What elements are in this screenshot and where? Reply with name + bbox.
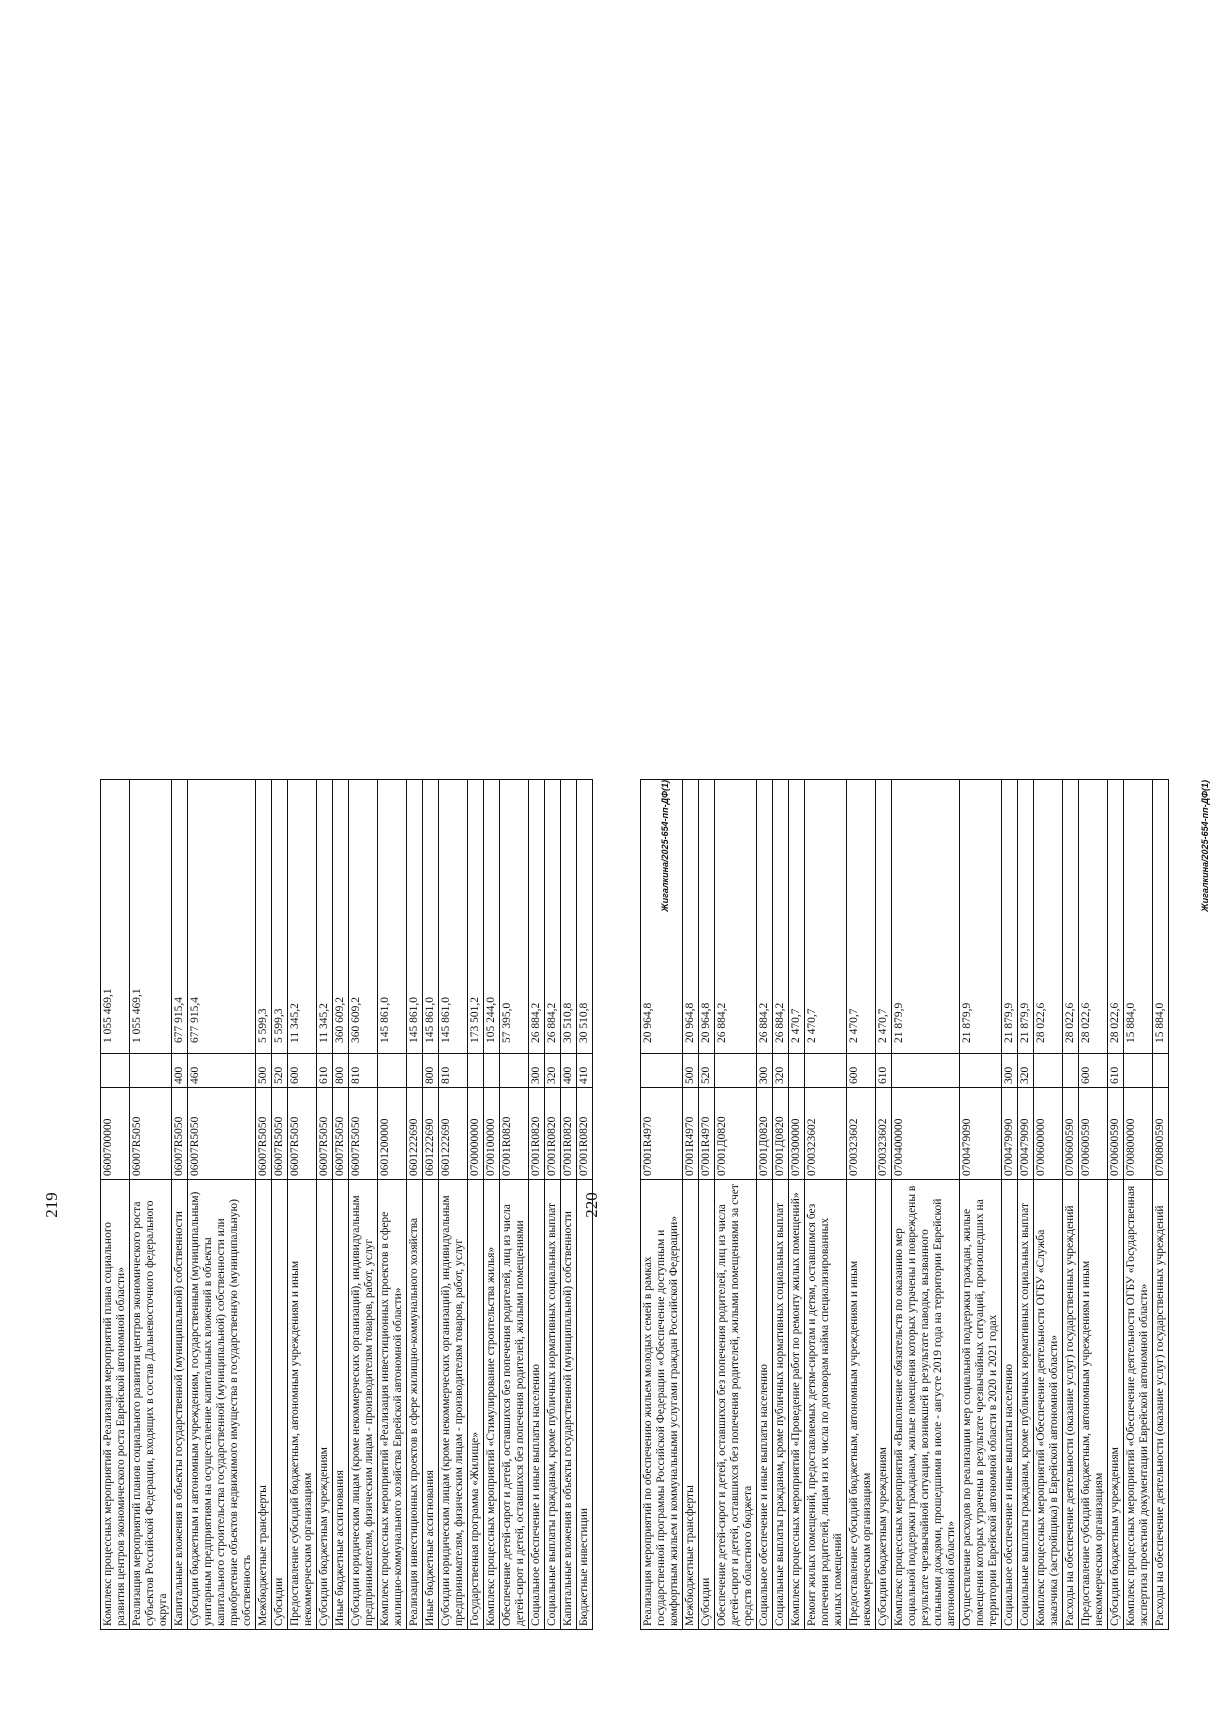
row-amount: 30 510,8 (577, 780, 593, 1054)
row-amount: 2 470,7 (876, 780, 892, 1054)
row-amount: 360 609,2 (333, 780, 349, 1054)
row-code: 07001R0820 (529, 1088, 545, 1180)
row-name: Расходы на обеспечение деятельности (оказание услуг) государственных учреждений (1063, 1180, 1079, 1630)
row-name: Комплекс процессных мероприятий «Реализация инвестиционных проектов в сфере жилищно-коммунального хозяйства Еврейской автономной области» (378, 1180, 407, 1630)
row-expense-type: 320 (545, 1054, 561, 1088)
table-row (789, 780, 805, 1630)
row-code: 0601222690 (423, 1088, 439, 1180)
row-code: 0700479090 (1002, 1088, 1018, 1180)
row-amount: 11 345,2 (288, 780, 317, 1054)
row-expense-type (130, 1054, 172, 1088)
row-code: 07001R4970 (699, 1088, 715, 1180)
row-expense-type (1153, 1054, 1169, 1088)
row-code: 07001Д0820 (773, 1088, 789, 1180)
row-code: 07001R0820 (577, 1088, 593, 1180)
budget-table (100, 779, 593, 1630)
row-expense-type: 300 (757, 1054, 773, 1088)
row-amount: 57 395,0 (500, 780, 529, 1054)
row-name: Субсидии юридическим лицам (кроме некоммерческих организаций), индивидуальным предпринимателям, физическим лицам - производителям товаров, работ, услуг (349, 1180, 378, 1630)
row-amount: 2 470,7 (847, 780, 876, 1054)
table-row (699, 780, 715, 1630)
table-row (960, 780, 1002, 1630)
row-name: Комплекс процессных мероприятий «Реализация мероприятий плана социального развития центров экономического роста Еврейской автономной области» (101, 1180, 130, 1630)
row-expense-type (1063, 1054, 1079, 1088)
row-name: Государственная программа «Жилище» (468, 1180, 484, 1630)
row-code: 07001R4970 (683, 1088, 699, 1180)
row-code: 0700300000 (789, 1088, 805, 1180)
table-row (317, 780, 333, 1630)
row-amount: 5 599,3 (256, 780, 272, 1054)
row-expense-type (805, 1054, 847, 1088)
table-row (1124, 780, 1153, 1630)
table-row (805, 780, 847, 1630)
table-row (1153, 780, 1169, 1630)
row-amount: 21 879,9 (892, 780, 960, 1054)
row-name: Предоставление субсидий бюджетным, автономным учреждениям и иным некоммерческим организациям (288, 1180, 317, 1630)
row-name: Реализация инвестиционных проектов в сфере жилищно-коммунального хозяйства (407, 1180, 423, 1630)
row-expense-type: 500 (256, 1054, 272, 1088)
row-code: 07001R0820 (545, 1088, 561, 1180)
row-amount: 20 964,8 (683, 780, 699, 1054)
table-row (378, 780, 407, 1630)
row-name: Обеспечение детей-сирот и детей, оставшихся без попечения родителей, лиц из числа детей-сирот и детей, оставшихся без попечения родителей, жилыми помещениями (500, 1180, 529, 1630)
row-expense-type: 610 (876, 1054, 892, 1088)
row-expense-type: 800 (333, 1054, 349, 1088)
row-code: 0700323602 (876, 1088, 892, 1180)
row-code: 06007R5050 (333, 1088, 349, 1180)
row-name: Субсидии юридическим лицам (кроме некоммерческих организаций), индивидуальным предпринимателям, физическим лицам - производителям товаров, работ, услуг (439, 1180, 468, 1630)
page-number: 220 (582, 1192, 601, 1218)
row-name: Предоставление субсидий бюджетным, автономным учреждениям и иным некоммерческим организациям (1079, 1180, 1108, 1630)
row-amount: 15 884,0 (1153, 780, 1169, 1054)
table-row (288, 780, 317, 1630)
row-code: 06007R5050 (288, 1088, 317, 1180)
row-name: Социальные выплаты гражданам, кроме публичных нормативных социальных выплат (545, 1180, 561, 1630)
table-row (101, 780, 130, 1630)
row-expense-type (960, 1054, 1002, 1088)
table-row (349, 780, 378, 1630)
row-name: Социальное обеспечение и иные выплаты населению (1002, 1180, 1018, 1630)
row-name: Комплекс процессных мероприятий «Обеспечение деятельности ОГБУ «Служба заказчика (застройщика) в Еврейской автономной области» (1034, 1180, 1063, 1630)
row-name: Комплекс процессных мероприятий «Проведение работ по ремонту жилых помещений» (789, 1180, 805, 1630)
table-row (484, 780, 500, 1630)
row-code: 06007R5050 (256, 1088, 272, 1180)
row-amount: 11 345,2 (317, 780, 333, 1054)
row-amount: 360 609,2 (349, 780, 378, 1054)
row-code: 0700600590 (1063, 1088, 1079, 1180)
table-row (561, 780, 577, 1630)
row-name: Комплекс процессных мероприятий «Выполнение обязательств по оказанию мер социальной поддержки гражданам, жилые помещения которых утрачены и повреждены в результате чрезвычайной ситуации, возникшей в результате паводка, вызванного сильными дождями, прошедшими в июле - августе 2019 года на территории Еврейской автономной области» (892, 1180, 960, 1630)
table-row (439, 780, 468, 1630)
table-row (272, 780, 288, 1630)
row-expense-type: 610 (1108, 1054, 1124, 1088)
row-code: 0700323602 (805, 1088, 847, 1180)
row-expense-type (892, 1054, 960, 1088)
row-code: 0601200000 (378, 1088, 407, 1180)
row-amount: 145 861,0 (423, 780, 439, 1054)
row-expense-type: 320 (773, 1054, 789, 1088)
row-expense-type: 520 (699, 1054, 715, 1088)
row-name: Капитальные вложения в объекты государственной (муниципальной) собственности (561, 1180, 577, 1630)
table-row (683, 780, 699, 1630)
row-expense-type: 520 (272, 1054, 288, 1088)
row-expense-type: 600 (1079, 1054, 1108, 1088)
row-expense-type: 410 (577, 1054, 593, 1088)
row-amount: 26 884,2 (545, 780, 561, 1054)
row-name: Комплекс процессных мероприятий «Стимулирование строительства жилья» (484, 1180, 500, 1630)
row-code: 06007R5050 (349, 1088, 378, 1180)
row-expense-type: 300 (1002, 1054, 1018, 1088)
table-row (1034, 780, 1063, 1630)
row-expense-type: 600 (288, 1054, 317, 1088)
row-code: 0700400000 (892, 1088, 960, 1180)
row-name: Социальные выплаты гражданам, кроме публичных нормативных социальных выплат (1018, 1180, 1034, 1630)
row-code: 06007R5050 (317, 1088, 333, 1180)
table-row (500, 780, 529, 1630)
row-amount: 26 884,2 (773, 780, 789, 1054)
row-amount: 15 884,0 (1124, 780, 1153, 1054)
row-amount: 26 884,2 (529, 780, 545, 1054)
row-expense-type: 400 (561, 1054, 577, 1088)
row-code: 0700600590 (1108, 1088, 1124, 1180)
row-name: Иные бюджетные ассигнования (423, 1180, 439, 1630)
row-code: 0700100000 (484, 1088, 500, 1180)
row-amount: 26 884,2 (715, 780, 757, 1054)
row-name: Субсидии бюджетным учреждениям (876, 1180, 892, 1630)
table-row (773, 780, 789, 1630)
table-row (130, 780, 172, 1630)
table-row (256, 780, 272, 1630)
row-name: Субсидии (699, 1180, 715, 1630)
table-row (188, 780, 256, 1630)
row-code: 0601222690 (407, 1088, 423, 1180)
row-expense-type: 320 (1018, 1054, 1034, 1088)
row-code: 07001Д0820 (715, 1088, 757, 1180)
table-row (423, 780, 439, 1630)
table-row (1063, 780, 1079, 1630)
row-expense-type (378, 1054, 407, 1088)
row-code: 0700323602 (847, 1088, 876, 1180)
row-name: Осуществление расходов по реализации мер социальной поддержки граждан, жилые помещения которых утрачены в результате чрезвычайных ситуаций, произошедших на территории Еврейской автономной области в 2020 и 2021 годах (960, 1180, 1002, 1630)
row-expense-type: 500 (683, 1054, 699, 1088)
row-expense-type (715, 1054, 757, 1088)
row-amount: 105 244,0 (484, 780, 500, 1054)
row-code: 06007R5050 (188, 1088, 256, 1180)
row-name: Социальное обеспечение и иные выплаты населению (529, 1180, 545, 1630)
row-name: Иные бюджетные ассигнования (333, 1180, 349, 1630)
row-amount: 145 861,0 (378, 780, 407, 1054)
row-code: 0700800590 (1153, 1088, 1169, 1180)
row-amount: 5 599,3 (272, 780, 288, 1054)
footer-reference: Жигалкина/2025-654-пп-ДФ(1) (1200, 780, 1210, 912)
page-number: 219 (42, 1192, 61, 1218)
row-expense-type (1124, 1054, 1153, 1088)
row-name: Социальное обеспечение и иные выплаты населению (757, 1180, 773, 1630)
row-expense-type: 600 (847, 1054, 876, 1088)
row-code: 0700600590 (1079, 1088, 1108, 1180)
row-amount: 20 964,8 (699, 780, 715, 1054)
table-row (892, 780, 960, 1630)
row-amount: 21 879,9 (960, 780, 1002, 1054)
row-code: 0700800000 (1124, 1088, 1153, 1180)
table-row (468, 780, 484, 1630)
row-expense-type: 400 (172, 1054, 188, 1088)
row-amount: 28 022,6 (1079, 780, 1108, 1054)
row-amount: 145 861,0 (407, 780, 423, 1054)
row-expense-type (101, 1054, 130, 1088)
row-amount: 677 915,4 (172, 780, 188, 1054)
row-code: 06007R5050 (172, 1088, 188, 1180)
row-expense-type (407, 1054, 423, 1088)
row-code: 07001R4970 (641, 1088, 683, 1180)
row-name: Межбюджетные трансферты (256, 1180, 272, 1630)
row-expense-type (484, 1054, 500, 1088)
table-row (847, 780, 876, 1630)
row-amount: 21 879,9 (1018, 780, 1034, 1054)
row-amount: 1 055 469,1 (101, 780, 130, 1054)
table-row (641, 780, 683, 1630)
row-name: Реализация мероприятий по обеспечению жильем молодых семей в рамках государственной программы Российской Федерации «Обеспечение доступным и комфортным жильем и коммунальными услугами граждан Российской Федерации» (641, 1180, 683, 1630)
row-expense-type: 800 (423, 1054, 439, 1088)
budget-table (640, 779, 1169, 1630)
row-code: 0700479090 (960, 1088, 1002, 1180)
row-amount: 26 884,2 (757, 780, 773, 1054)
row-name: Субсидии (272, 1180, 288, 1630)
row-code: 0600700000 (101, 1088, 130, 1180)
row-code: 06007R5050 (130, 1088, 172, 1180)
row-name: Субсидии бюджетным учреждениям (317, 1180, 333, 1630)
row-expense-type (468, 1054, 484, 1088)
row-code: 07001Д0820 (757, 1088, 773, 1180)
row-code: 07001R0820 (500, 1088, 529, 1180)
row-name: Бюджетные инвестиции (577, 1180, 593, 1630)
table-row (715, 780, 757, 1630)
row-amount: 28 022,6 (1063, 780, 1079, 1054)
row-amount: 2 470,7 (805, 780, 847, 1054)
table-row (333, 780, 349, 1630)
row-amount: 145 861,0 (439, 780, 468, 1054)
footer-reference: Жигалкина/2025-654-пп-ДФ(1) (660, 780, 670, 912)
row-code: 0700479090 (1018, 1088, 1034, 1180)
row-name: Социальные выплаты гражданам, кроме публичных нормативных социальных выплат (773, 1180, 789, 1630)
row-name: Реализация мероприятий планов социального развития центров экономического роста субъектов Российской Федерации, входящих в состав Дальневосточного федерального округа (130, 1180, 172, 1630)
row-amount: 677 915,4 (188, 780, 256, 1054)
table-row (1108, 780, 1124, 1630)
table-row (1018, 780, 1034, 1630)
row-code: 06007R5050 (272, 1088, 288, 1180)
row-amount: 173 501,2 (468, 780, 484, 1054)
row-amount: 20 964,8 (641, 780, 683, 1054)
row-name: Субсидии бюджетным и автономным учреждениям, государственным (муниципальным) унитарным предприятиям на осуществление капитальных вложений в объекты капитального строительства государственной (муниципальной) собственности или приобретение объектов недвижимого имущества в государственную (муниципальную) собственность (188, 1180, 256, 1630)
row-code: 0700000000 (468, 1088, 484, 1180)
row-amount: 28 022,6 (1108, 780, 1124, 1054)
table-row (172, 780, 188, 1630)
table-row (1079, 780, 1108, 1630)
row-expense-type (500, 1054, 529, 1088)
row-code: 07001R0820 (561, 1088, 577, 1180)
row-code: 0700600000 (1034, 1088, 1063, 1180)
row-amount: 21 879,9 (1002, 780, 1018, 1054)
row-expense-type: 300 (529, 1054, 545, 1088)
table-row (1002, 780, 1018, 1630)
row-expense-type (789, 1054, 805, 1088)
table-row (529, 780, 545, 1630)
row-name: Обеспечение детей-сирот и детей, оставшихся без попечения родителей, лиц из числа детей-сирот и детей, оставшихся без попечения родителей, жилыми помещениями за счет средств областного бюджета (715, 1180, 757, 1630)
row-name: Субсидии бюджетным учреждениям (1108, 1180, 1124, 1630)
table-row (407, 780, 423, 1630)
row-expense-type: 810 (349, 1054, 378, 1088)
row-name: Капитальные вложения в объекты государственной (муниципальной) собственности (172, 1180, 188, 1630)
row-amount: 30 510,8 (561, 780, 577, 1054)
table-row (545, 780, 561, 1630)
row-name: Межбюджетные трансферты (683, 1180, 699, 1630)
table-row (876, 780, 892, 1630)
row-expense-type (1034, 1054, 1063, 1088)
row-name: Расходы на обеспечение деятельности (оказание услуг) государственных учреждений (1153, 1180, 1169, 1630)
row-expense-type: 810 (439, 1054, 468, 1088)
row-expense-type (641, 1054, 683, 1088)
row-amount: 28 022,6 (1034, 780, 1063, 1054)
row-expense-type: 610 (317, 1054, 333, 1088)
row-code: 0601222690 (439, 1088, 468, 1180)
table-row (757, 780, 773, 1630)
row-name: Комплекс процессных мероприятий «Обеспечение деятельности ОГБУ «Государственная экспертиза проектной документации Еврейской автономной области» (1124, 1180, 1153, 1630)
row-expense-type: 460 (188, 1054, 256, 1088)
row-amount: 1 055 469,1 (130, 780, 172, 1054)
row-name: Ремонт жилых помещений, предоставляемых детям-сиротам и детям, оставшимся без попечения родителей, лицам из их числа по договорам найма специализированных жилых помещений (805, 1180, 847, 1630)
row-name: Предоставление субсидий бюджетным, автономным учреждениям и иным некоммерческим организациям (847, 1180, 876, 1630)
row-amount: 2 470,7 (789, 780, 805, 1054)
